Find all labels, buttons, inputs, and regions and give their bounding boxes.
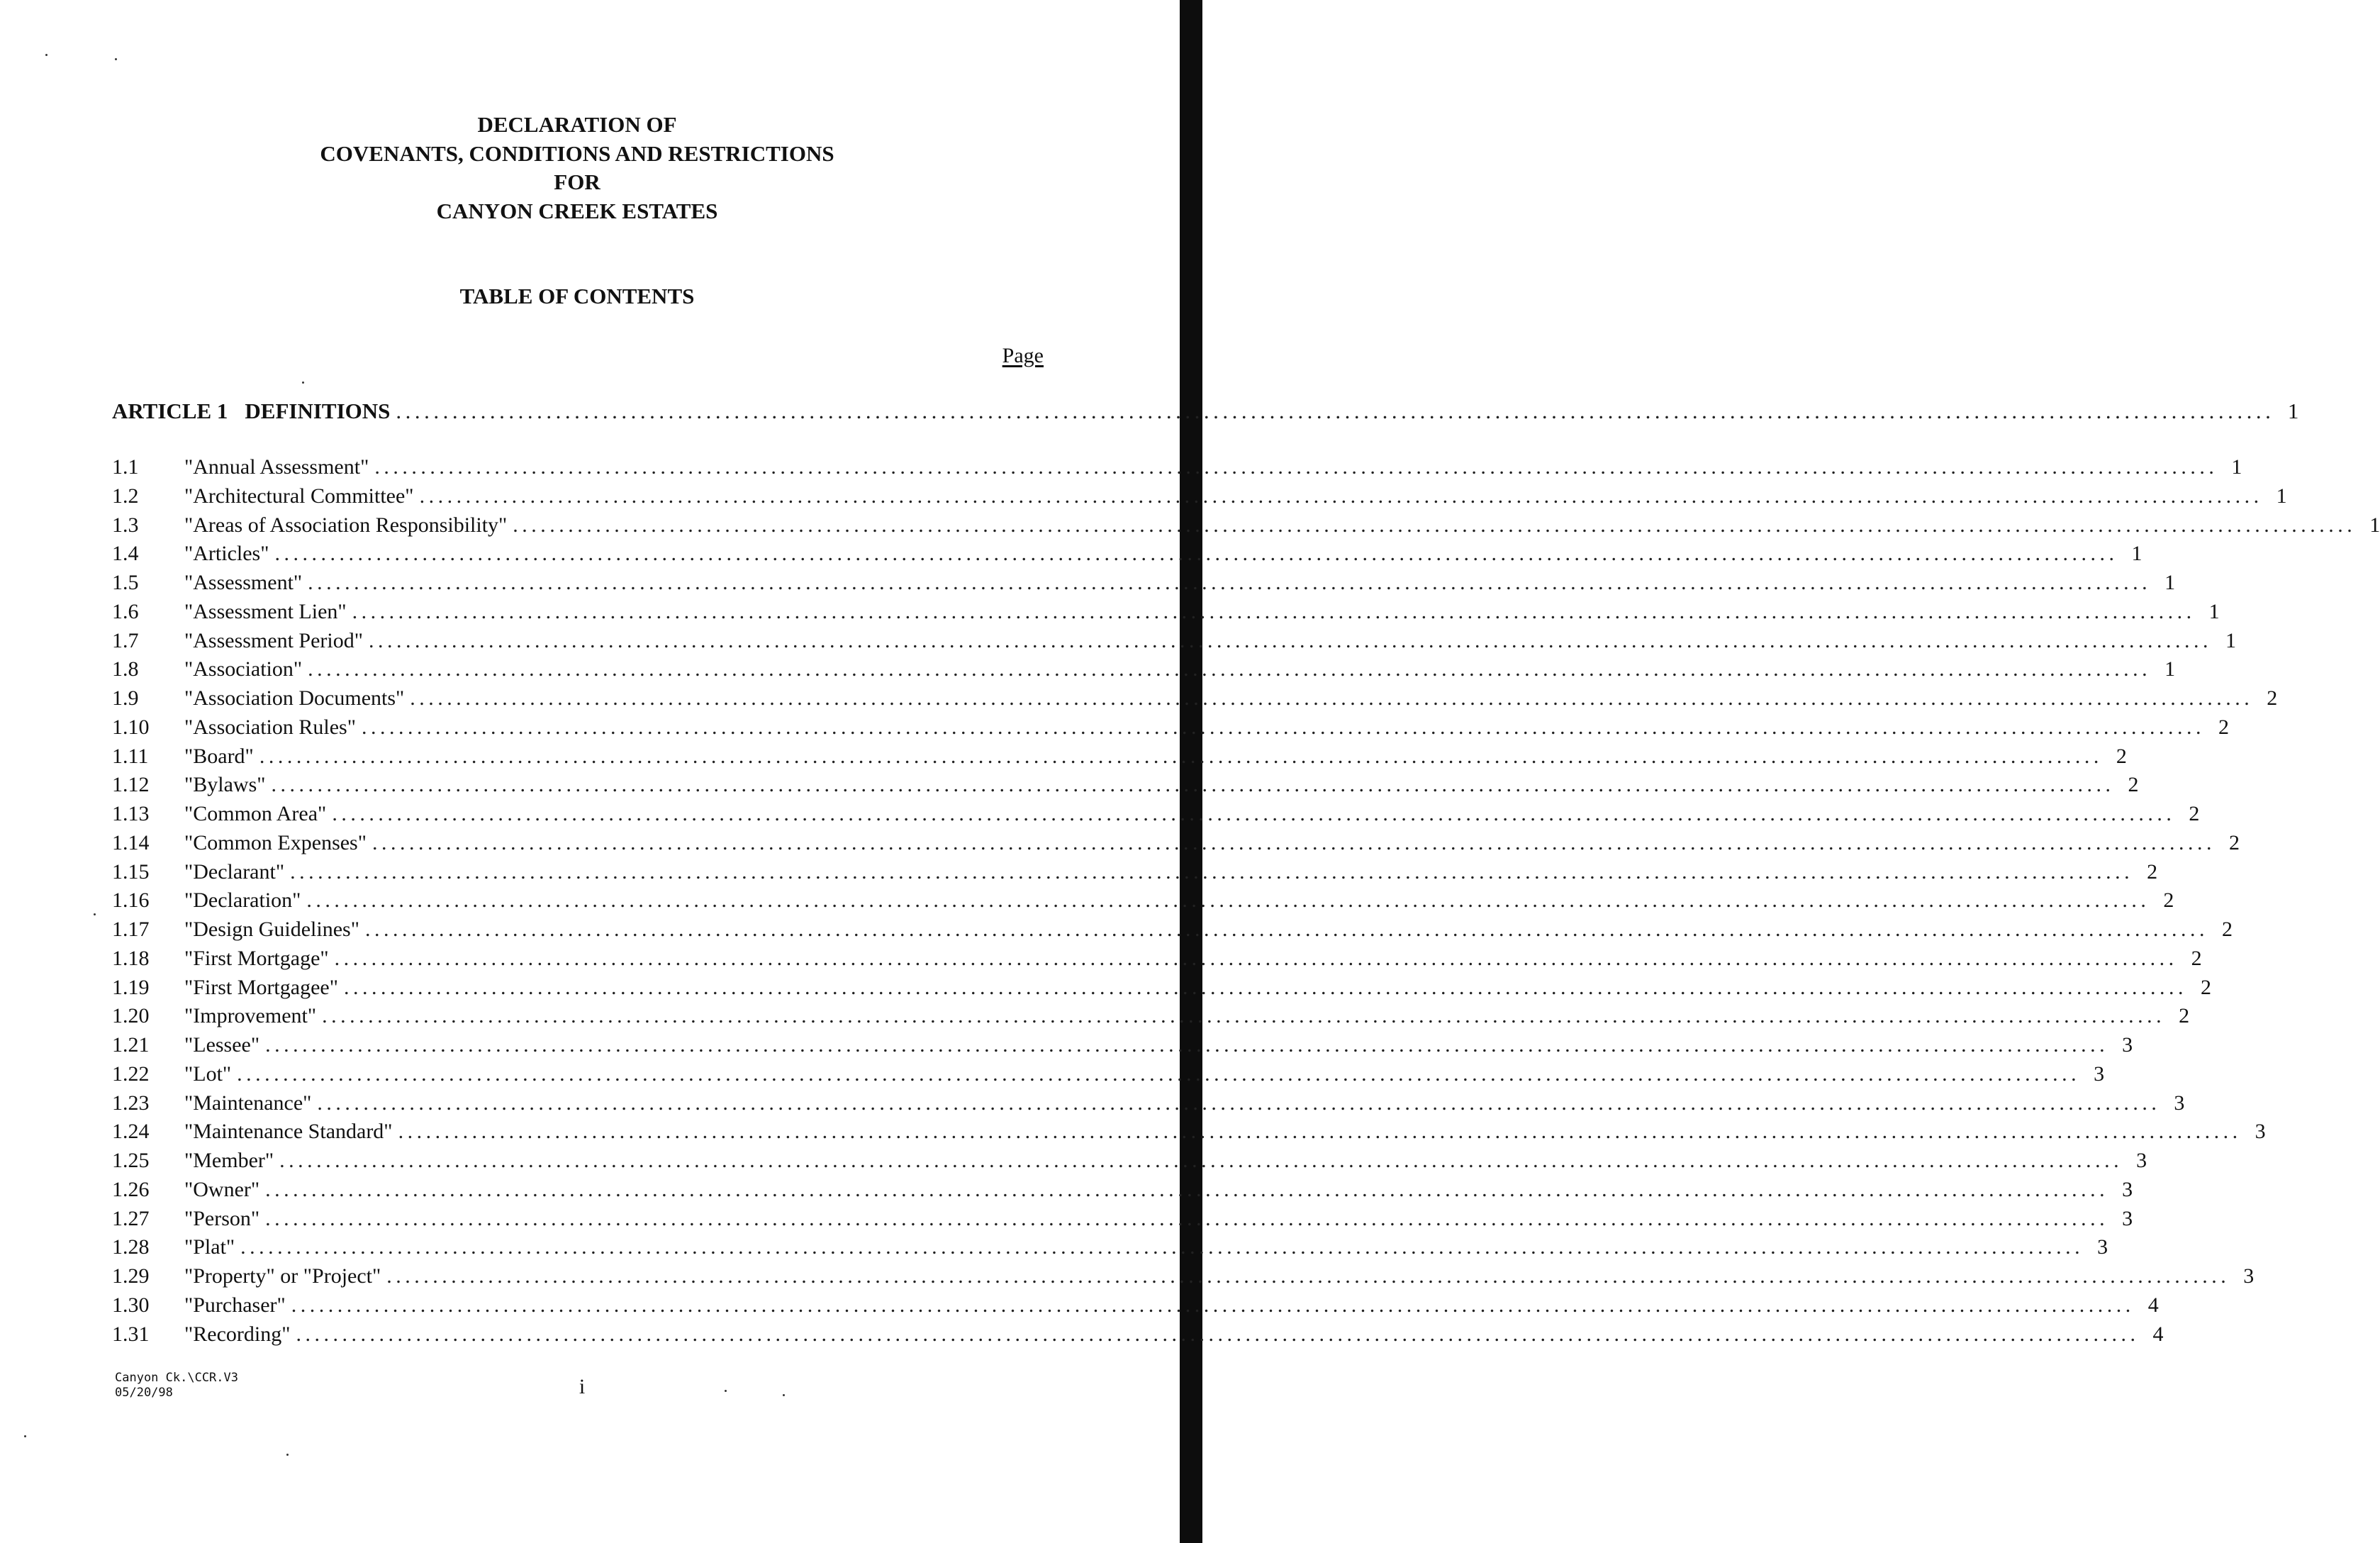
entry-page: 1: [2225, 628, 2236, 652]
entry-title: "Improvement": [184, 1004, 317, 1028]
entry-page: 2: [2147, 859, 2158, 884]
entry-page: 2: [2221, 918, 2233, 941]
entry-page: 3: [2136, 1149, 2147, 1172]
scan-speck: [45, 54, 48, 56]
dot-leader: ........................................................................................................................................................................................................: [290, 859, 2134, 884]
toc-entry-row: [112, 1322, 2164, 1351]
entry-number: 1.7: [112, 628, 139, 652]
dot-leader: ........................................................................................................................................................................................................: [265, 1206, 2109, 1230]
entry-title: "Recording": [184, 1322, 291, 1346]
entry-title: "Maintenance": [184, 1091, 312, 1115]
dot-leader: ........................................................................................................................................................................................................: [271, 773, 2115, 797]
entry-number: 1.3: [112, 513, 139, 537]
scan-speck: [286, 1454, 289, 1456]
toc-entry-row: [112, 1120, 2266, 1148]
page-column-header: Page: [1002, 344, 1044, 367]
entry-title: "Association Documents": [184, 686, 405, 710]
toc-entry-row: [112, 571, 2176, 599]
toc-entry-row: [112, 744, 2127, 773]
dot-leader: ........................................................................................................................................................................................................: [279, 1149, 2123, 1172]
entry-page: 2: [2267, 686, 2278, 710]
entry-page: 1: [2369, 513, 2380, 537]
entry-title: "Areas of Association Responsibility": [184, 513, 508, 537]
dot-leader: ........................................................................................................................................................................................................: [513, 513, 2357, 537]
scan-speck: [302, 381, 304, 384]
entry-number: 1.26: [112, 1177, 150, 1201]
scan-speck: [783, 1394, 785, 1396]
entry-title: "First Mortgage": [184, 946, 329, 970]
toc-entry-row: [112, 1062, 2105, 1091]
toc-entry-row: [112, 918, 2233, 946]
toc-entry-row: [112, 975, 2211, 1004]
entry-title: "Common Expenses": [184, 830, 367, 854]
dot-leader: ........................................................................................................................................................................................................: [386, 1264, 2230, 1288]
page-number: i: [579, 1375, 586, 1398]
toc-entry-row: [112, 889, 2174, 917]
article-label: ARTICLE 1: [112, 399, 228, 423]
toc-entry-row: [112, 599, 2220, 628]
entry-title: "Annual Assessment": [184, 455, 369, 479]
dot-leader: ........................................................................................................................................................................................................: [364, 918, 2208, 941]
entry-number: 1.30: [112, 1293, 150, 1317]
dot-leader: ........................................................................................................................................................................................................: [237, 1062, 2081, 1086]
toc-entry-row: [112, 1004, 2190, 1032]
scan-speck: [24, 1435, 26, 1437]
entry-page: 2: [2218, 715, 2229, 739]
title-line: DECLARATION OF: [477, 112, 677, 137]
entry-title: "Member": [184, 1149, 274, 1172]
dot-leader: ........................................................................................................................................................................................................: [259, 744, 2103, 768]
dot-leader: ........................................................................................................................................................................................................: [291, 1293, 2135, 1317]
entry-number: 1.13: [112, 802, 150, 825]
toc-entry-row: [112, 1177, 2133, 1206]
toc-entry-row: [112, 1033, 2133, 1062]
entry-number: 1.24: [112, 1120, 150, 1144]
footer-file-ref: Canyon Ck.\CCR.V3: [115, 1371, 238, 1385]
entry-number: 1.10: [112, 715, 150, 739]
entry-number: 1.23: [112, 1091, 150, 1115]
entry-page: 1: [2208, 599, 2220, 623]
entry-number: 1.28: [112, 1235, 150, 1259]
entry-title: "Declaration": [184, 889, 301, 913]
dot-leader: ........................................................................................................................................................................................................: [265, 1033, 2109, 1057]
toc-entry-row: [112, 657, 2176, 686]
dot-leader: ........................................................................................................................................................................................................: [308, 657, 2152, 681]
entry-title: "Bylaws": [184, 773, 266, 797]
dot-leader: ........................................................................................................................................................................................................: [396, 399, 2275, 423]
entry-number: 1.15: [112, 859, 150, 884]
entry-page: 1: [2164, 571, 2176, 594]
entry-title: "Purchaser": [184, 1293, 286, 1317]
entry-number: 1.9: [112, 686, 139, 710]
entry-title: "Common Area": [184, 802, 327, 825]
scan-speck: [725, 1390, 727, 1392]
dot-leader: ........................................................................................................................................................................................................: [374, 455, 2218, 479]
entry-title: "Architectural Committee": [184, 484, 414, 508]
toc-entry-row: [112, 513, 2380, 542]
entry-page: 2: [2163, 889, 2174, 913]
toc-heading: TABLE OF CONTENTS: [459, 284, 695, 308]
title-line: COVENANTS, CONDITIONS AND RESTRICTIONS: [320, 140, 834, 166]
dot-leader: ........................................................................................................................................................................................................: [419, 484, 2263, 508]
entry-page: 3: [2255, 1120, 2266, 1144]
entry-page: 3: [2094, 1062, 2105, 1086]
dot-leader: ........................................................................................................................................................................................................: [368, 628, 2212, 652]
entry-page: 2: [2191, 946, 2202, 970]
entry-number: 1.6: [112, 599, 139, 623]
toc-entry-row: [112, 484, 2287, 513]
dot-leader: ........................................................................................................................................................................................................: [334, 946, 2178, 970]
entry-number: 1.8: [112, 657, 139, 681]
entry-number: 1.27: [112, 1206, 150, 1230]
entry-title: "Property" or "Project": [184, 1264, 381, 1288]
entry-page: 2: [2189, 802, 2200, 825]
entry-number: 1.29: [112, 1264, 150, 1288]
article-title: DEFINITIONS: [245, 399, 391, 423]
toc-entry-row: [112, 715, 2229, 744]
entry-title: "Maintenance Standard": [184, 1120, 393, 1144]
entry-number: 1.14: [112, 830, 150, 854]
entry-title: "Assessment": [184, 571, 303, 594]
entry-number: 1.18: [112, 946, 150, 970]
dot-leader: ........................................................................................................................................................................................................: [265, 1177, 2109, 1201]
dot-leader: ........................................................................................................................................................................................................: [322, 1004, 2166, 1028]
entry-page: 2: [2228, 830, 2240, 854]
entry-page: 2: [2128, 773, 2139, 797]
dot-leader: ........................................................................................................................................................................................................: [361, 715, 2205, 739]
dot-leader: ........................................................................................................................................................................................................: [343, 975, 2187, 999]
dot-leader: ........................................................................................................................................................................................................: [274, 542, 2118, 566]
dot-leader: ........................................................................................................................................................................................................: [410, 686, 2254, 710]
entry-page: 1: [2164, 657, 2176, 681]
entry-number: 1.11: [112, 744, 149, 768]
entry-number: 1.19: [112, 975, 150, 999]
entry-page: 3: [2243, 1264, 2255, 1288]
entry-number: 1.1: [112, 455, 139, 479]
dot-leader: ........................................................................................................................................................................................................: [352, 599, 2196, 623]
toc-entry-row: [112, 542, 2142, 570]
entry-title: "Person": [184, 1206, 260, 1230]
dot-leader: ........................................................................................................................................................................................................: [306, 889, 2150, 913]
dot-leader: ........................................................................................................................................................................................................: [332, 802, 2176, 825]
entry-page: 1: [2131, 542, 2142, 566]
entry-title: "Lot": [184, 1062, 232, 1086]
entry-page: 2: [2200, 975, 2211, 999]
entry-page: 3: [2174, 1091, 2185, 1115]
entry-title: "Assessment Period": [184, 628, 363, 652]
entry-title: "Association": [184, 657, 303, 681]
toc-entry-row: [112, 1235, 2108, 1264]
toc-entry-row: [112, 1091, 2185, 1120]
entry-number: 1.22: [112, 1062, 150, 1086]
toc-entry-row: [112, 773, 2139, 801]
toc-article-row: [112, 399, 2299, 427]
document-title: [0, 111, 1154, 225]
entry-page: 1: [2231, 455, 2242, 479]
toc-entry-row: [112, 946, 2202, 975]
toc-entry-row: [112, 1206, 2133, 1235]
entry-page: 4: [2147, 1293, 2159, 1317]
dot-leader: ........................................................................................................................................................................................................: [317, 1091, 2161, 1115]
toc-entry-row: [112, 859, 2158, 889]
toc-entry-row: [112, 455, 2242, 484]
title-line: CANYON CREEK ESTATES: [436, 198, 718, 223]
entry-title: "Board": [184, 744, 254, 768]
entry-number: 1.4: [112, 542, 139, 566]
dot-leader: ........................................................................................................................................................................................................: [398, 1120, 2242, 1144]
toc-entry-row: [112, 830, 2240, 859]
entry-number: 1.2: [112, 484, 139, 508]
dot-leader: ........................................................................................................................................................................................................: [371, 830, 2216, 854]
footer-date: 05/20/98: [115, 1386, 173, 1400]
dot-leader: ........................................................................................................................................................................................................: [240, 1235, 2084, 1259]
entry-page: 3: [2122, 1206, 2133, 1230]
entry-title: "Association Rules": [184, 715, 356, 739]
entry-number: 1.16: [112, 889, 150, 913]
entry-title: "Lessee": [184, 1033, 260, 1057]
entry-page: 3: [2122, 1033, 2133, 1057]
toc-entry-row: [112, 802, 2200, 830]
title-line: FOR: [554, 169, 600, 194]
entry-page: 2: [2116, 744, 2127, 768]
toc-entry-row: [112, 1264, 2255, 1293]
dot-leader: ........................................................................................................................................................................................................: [308, 571, 2152, 594]
article-page: 1: [2287, 399, 2299, 423]
entry-title: "Assessment Lien": [184, 599, 347, 623]
entry-number: 1.21: [112, 1033, 150, 1057]
entry-title: "First Mortgagee": [184, 975, 338, 999]
scan-speck: [94, 913, 96, 915]
entry-number: 1.25: [112, 1149, 150, 1172]
entry-number: 1.31: [112, 1322, 150, 1346]
entry-title: "Owner": [184, 1177, 260, 1201]
entry-number: 1.5: [112, 571, 139, 594]
entry-number: 1.17: [112, 918, 150, 941]
scan-speck: [115, 58, 117, 60]
entry-title: "Design Guidelines": [184, 918, 359, 941]
entry-page: 2: [2179, 1004, 2190, 1028]
toc-entry-row: [112, 628, 2236, 657]
entry-title: "Articles": [184, 542, 269, 566]
entry-title: "Plat": [184, 1235, 235, 1259]
entry-title: "Declarant": [184, 859, 285, 884]
entry-page: 3: [2122, 1177, 2133, 1201]
toc-entry-row: [112, 686, 2278, 715]
entry-page: 3: [2097, 1235, 2108, 1259]
toc-entry-row: [112, 1149, 2147, 1177]
entry-number: 1.12: [112, 773, 150, 797]
entry-number: 1.20: [112, 1004, 150, 1028]
entry-page: 4: [2152, 1322, 2164, 1346]
toc-entry-row: [112, 1293, 2159, 1322]
entry-page: 1: [2276, 484, 2287, 508]
dot-leader: ........................................................................................................................................................................................................: [296, 1322, 2140, 1346]
